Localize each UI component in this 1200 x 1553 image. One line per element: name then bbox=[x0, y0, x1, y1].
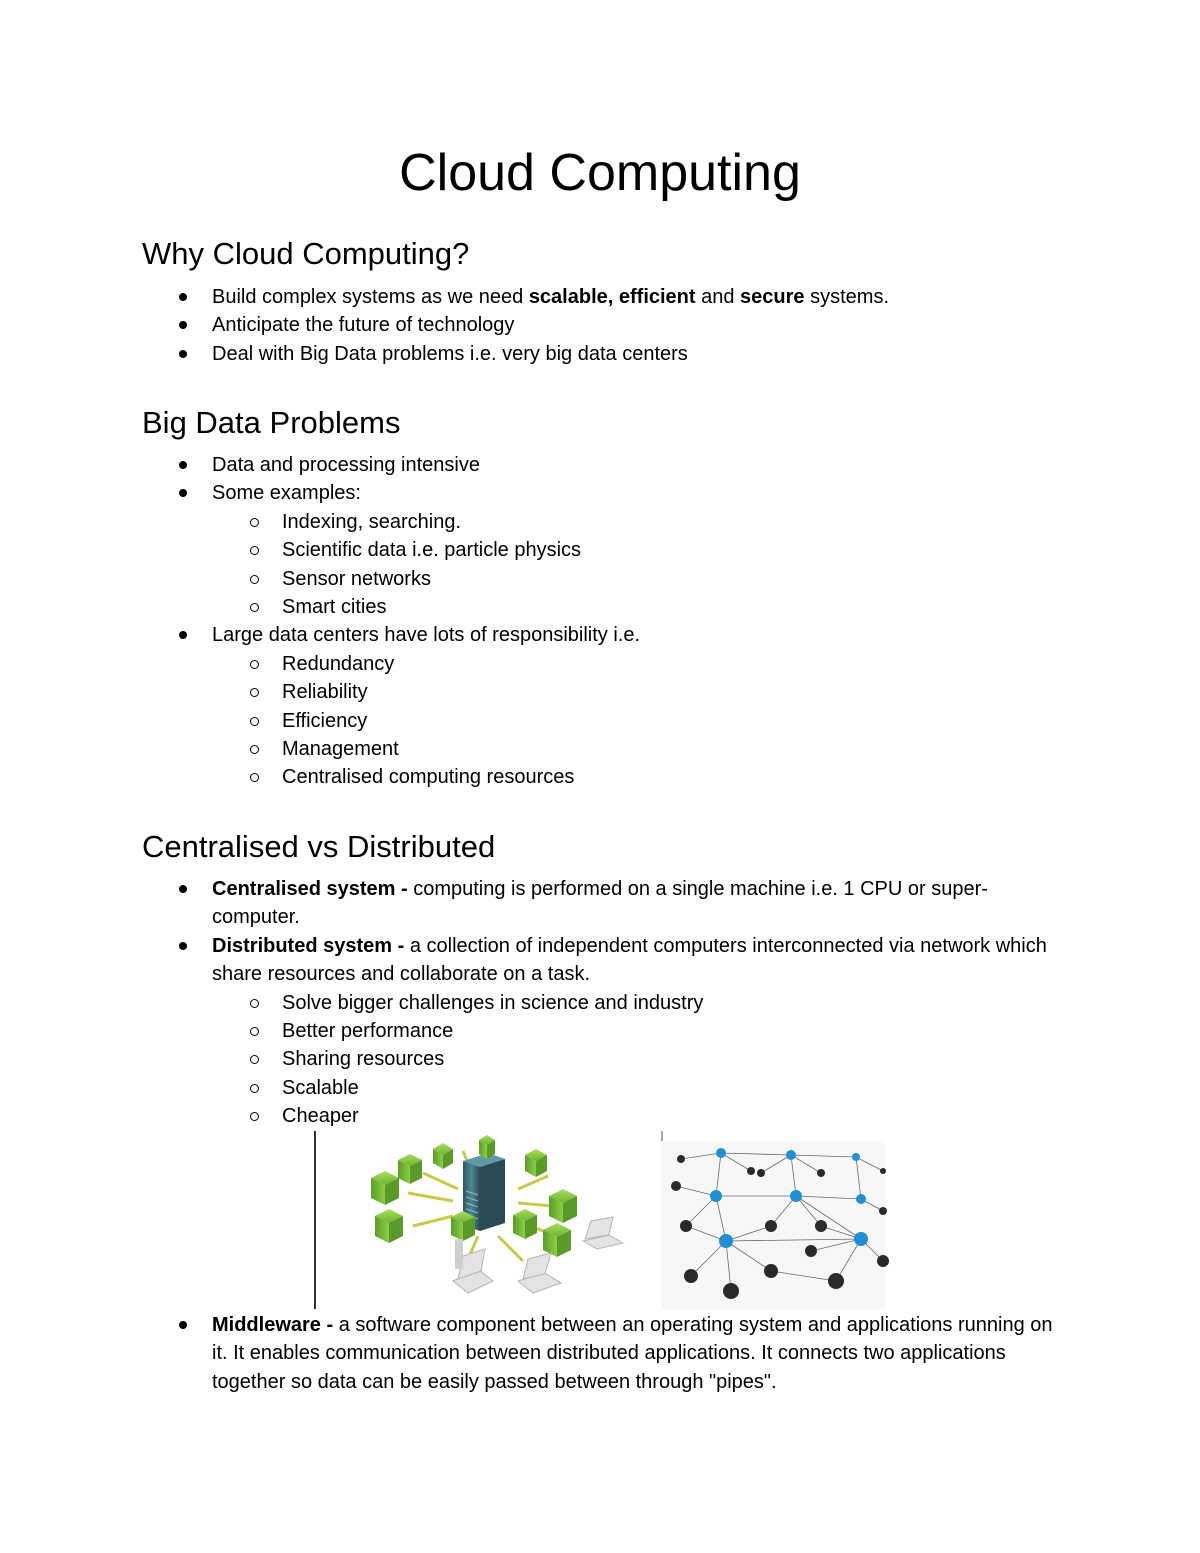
list-item: Build complex systems as we need scalable, efficient and secure systems. bbox=[0, 283, 1200, 311]
examples-list bbox=[212, 508, 1070, 622]
sub-list-item: Cheaper bbox=[212, 1102, 1070, 1130]
distributed-mesh-network-illustration bbox=[661, 1131, 889, 1309]
image-border-line bbox=[314, 1131, 316, 1309]
why-list bbox=[0, 283, 1200, 368]
sub-list-item: Better performance bbox=[212, 1017, 1070, 1045]
sub-list-item: Reliability bbox=[212, 678, 1070, 706]
sub-list-item: Sharing resources bbox=[212, 1045, 1070, 1073]
list-item: Distributed system - a collection of independent computers interconnected via network which share resources and collaborate on a task. Solve bigger challenges in science and industry Better performance Sharing resources Scalable Cheaper bbox=[0, 932, 1200, 1131]
sub-list-item: Redundancy bbox=[212, 650, 1070, 678]
sub-list-item: Solve bigger challenges in science and industry bbox=[212, 989, 1070, 1017]
middleware-list bbox=[0, 1311, 1200, 1396]
page-title: Cloud Computing bbox=[399, 144, 801, 202]
server-tower-icon bbox=[455, 1239, 463, 1269]
big-data-list bbox=[0, 451, 1200, 792]
sub-list-item: Smart cities bbox=[212, 593, 1070, 621]
list-item: Deal with Big Data problems i.e. very big data centers bbox=[0, 340, 1200, 368]
cvd-list bbox=[0, 875, 1200, 1131]
network-illustrations bbox=[313, 1131, 889, 1309]
section-heading-big-data: Big Data Problems bbox=[142, 405, 401, 440]
sub-list-item: Centralised computing resources bbox=[212, 763, 1070, 791]
bold-term: scalable, efficient bbox=[528, 286, 696, 308]
section-heading-why: Why Cloud Computing? bbox=[142, 236, 470, 271]
list-item: Large data centers have lots of responsibility i.e. Redundancy Reliability Efficiency Management Centralised computing resources bbox=[0, 621, 1200, 791]
bold-term: secure bbox=[740, 286, 805, 308]
list-item: Some examples: Indexing, searching. Scientific data i.e. particle physics Sensor networks Smart cities bbox=[0, 479, 1200, 621]
list-item: Data and processing intensive bbox=[0, 451, 1200, 479]
sub-list-item: Management bbox=[212, 735, 1070, 763]
bold-term: Centralised system - bbox=[212, 878, 414, 900]
centralised-network-illustration bbox=[313, 1131, 659, 1309]
list-item: Anticipate the future of technology bbox=[0, 311, 1200, 339]
list-item: Centralised system - computing is performed on a single machine i.e. 1 CPU or super-computer. bbox=[0, 875, 1200, 932]
sub-list-item: Scientific data i.e. particle physics bbox=[212, 536, 1070, 564]
sub-list-item: Efficiency bbox=[212, 707, 1070, 735]
sub-list-item: Scalable bbox=[212, 1074, 1070, 1102]
bold-term: Middleware - bbox=[212, 1314, 339, 1336]
list-item: Middleware - a software component between an operating system and applications running on it. It enables communication between distributed applications. It connects two applications together so data can be easily passed between through "pipes". bbox=[0, 1311, 1200, 1396]
centralised-network-image bbox=[313, 1131, 659, 1309]
benefits-list bbox=[212, 989, 1070, 1131]
responsibilities-list bbox=[212, 650, 1070, 792]
sub-list-item: Sensor networks bbox=[212, 565, 1070, 593]
bold-term: Distributed system - bbox=[212, 934, 410, 957]
distributed-network-image bbox=[661, 1131, 889, 1309]
sub-list-item: Indexing, searching. bbox=[212, 508, 1070, 536]
section-heading-centralised-vs-distributed: Centralised vs Distributed bbox=[142, 829, 496, 864]
